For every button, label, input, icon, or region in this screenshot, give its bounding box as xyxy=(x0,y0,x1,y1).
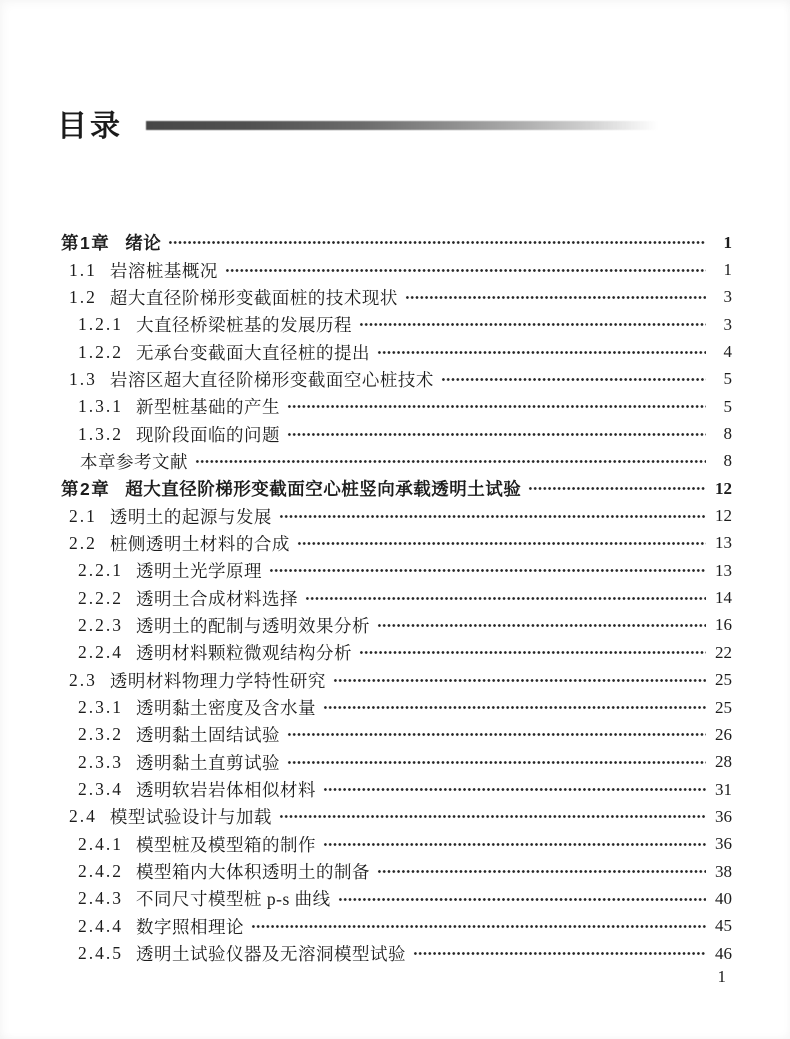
dotted-leader xyxy=(333,667,706,694)
toc-entry[interactable] xyxy=(61,831,732,858)
toc-entry-title: 超大直径阶梯形变截面空心桩竖向承载透明土试验 xyxy=(125,479,522,500)
toc-entry-page: 13 xyxy=(715,533,732,553)
toc-entry[interactable] xyxy=(61,311,732,338)
toc-entry-number: 2.2.2 xyxy=(78,587,123,608)
dotted-leader xyxy=(287,749,706,776)
dotted-leader xyxy=(251,913,706,940)
dotted-leader xyxy=(323,694,706,721)
toc-entry-title: 超大直径阶梯形变截面桩的技术现状 xyxy=(109,287,398,308)
toc-entry-number: 1.3.2 xyxy=(78,423,123,444)
toc-entry-title: 透明土的配制与透明效果分析 xyxy=(136,615,370,636)
toc-entry-number: 2.2.3 xyxy=(78,614,123,635)
toc-entry-number: 2.2 xyxy=(69,532,97,553)
toc-entry-number: 2.3.1 xyxy=(78,697,123,718)
toc-entry-page: 13 xyxy=(715,560,732,580)
toc-entry-number: 2.4.2 xyxy=(78,861,123,882)
dotted-leader xyxy=(377,338,706,365)
toc-entry-title: 数字照相理论 xyxy=(136,916,244,937)
dotted-leader xyxy=(441,366,706,393)
dotted-leader xyxy=(338,885,706,912)
toc-entry-number: 1.2.1 xyxy=(78,314,123,335)
toc-entry-title: 岩溶区超大直径阶梯形变截面空心桩技术 xyxy=(109,369,434,390)
dotted-leader xyxy=(297,530,706,557)
toc-entry-number: 2.1 xyxy=(69,505,97,526)
dotted-leader xyxy=(279,803,706,830)
dotted-leader xyxy=(359,639,706,666)
toc-entry-title: 透明土合成材料选择 xyxy=(136,588,298,609)
toc-entry[interactable] xyxy=(61,803,732,830)
toc-entry-page: 25 xyxy=(715,697,732,717)
toc-entry-number: 2.3.3 xyxy=(78,751,123,772)
toc-entry-number: 2.3.2 xyxy=(78,724,123,745)
toc-entry[interactable] xyxy=(61,393,732,420)
dotted-leader xyxy=(377,858,706,885)
footer-page-number: 1 xyxy=(717,967,726,986)
toc-entry[interactable] xyxy=(61,338,732,365)
dotted-leader xyxy=(168,229,706,256)
toc-entry-number: 1.3.1 xyxy=(78,396,123,417)
toc-entry-title: 透明黏土密度及含水量 xyxy=(136,698,316,719)
toc-entry-page: 4 xyxy=(723,342,732,362)
dotted-leader xyxy=(359,311,706,338)
toc-entry-number: 2.4 xyxy=(69,806,97,827)
toc-entry-page: 25 xyxy=(715,670,732,690)
toc-entry-page: 1 xyxy=(723,232,732,252)
dotted-leader xyxy=(287,393,706,420)
dotted-leader xyxy=(279,502,706,529)
toc-entry-number: 2.4.4 xyxy=(78,915,123,936)
toc-entry-title: 不同尺寸模型桩 p-s 曲线 xyxy=(136,889,331,910)
toc-entry[interactable] xyxy=(61,858,732,885)
dotted-leader xyxy=(195,448,706,475)
toc-entry-title: 透明土试验仪器及无溶洞模型试验 xyxy=(136,944,406,965)
toc-entry-page: 26 xyxy=(715,724,732,744)
toc-entry-page: 1 xyxy=(723,260,732,280)
toc-entry[interactable] xyxy=(61,229,732,256)
toc-entry-page: 12 xyxy=(715,478,732,498)
toc-entry[interactable] xyxy=(61,913,732,940)
toc-entry[interactable] xyxy=(61,721,732,748)
toc-entry[interactable] xyxy=(61,256,732,283)
dotted-leader xyxy=(269,557,706,584)
toc-entry-page: 5 xyxy=(723,396,732,416)
toc-entry[interactable] xyxy=(61,776,732,803)
toc-entry-page: 36 xyxy=(715,834,732,854)
toc-entry-page: 12 xyxy=(715,506,732,526)
toc-entry-title: 透明土光学原理 xyxy=(136,561,262,582)
toc-entry-title: 透明软岩岩体相似材料 xyxy=(136,780,316,801)
toc-entry-number: 1.2.2 xyxy=(78,341,123,362)
dotted-leader xyxy=(323,776,706,803)
toc-entry-page: 38 xyxy=(715,861,732,881)
toc-entry-number: 2.2.4 xyxy=(78,642,123,663)
toc-entry[interactable] xyxy=(61,475,732,502)
dotted-leader xyxy=(413,940,706,967)
toc-entry[interactable] xyxy=(61,557,732,584)
toc-entry-page: 36 xyxy=(715,806,732,826)
toc-entry-number: 1.3 xyxy=(69,368,97,389)
dotted-leader xyxy=(528,475,706,502)
toc-entry-title: 模型箱内大体积透明土的制备 xyxy=(136,862,370,883)
toc-entry[interactable] xyxy=(61,284,732,311)
toc-entry[interactable] xyxy=(61,639,732,666)
toc-entry[interactable] xyxy=(61,584,732,611)
toc-entry-page: 40 xyxy=(715,888,732,908)
dotted-leader xyxy=(287,420,706,447)
toc-entry-number: 2.4.3 xyxy=(78,888,123,909)
toc-entry-page: 22 xyxy=(715,642,732,662)
toc-entry-page: 8 xyxy=(723,424,732,444)
toc-entry-page: 16 xyxy=(715,615,732,635)
toc-entry[interactable] xyxy=(61,667,732,694)
dotted-leader xyxy=(305,584,706,611)
dotted-leader xyxy=(323,831,706,858)
toc-entry-number: 2.4.1 xyxy=(78,833,123,854)
toc-entry[interactable] xyxy=(61,448,732,475)
toc-entry-page: 5 xyxy=(723,369,732,389)
dotted-leader xyxy=(287,721,706,748)
toc-entry-title: 模型试验设计与加载 xyxy=(109,807,272,828)
toc-entry[interactable] xyxy=(61,940,732,967)
toc-entry-title: 透明黏土直剪试验 xyxy=(136,752,280,773)
toc-entry-title: 无承台变截面大直径桩的提出 xyxy=(136,342,370,363)
toc-entry-page: 3 xyxy=(723,314,732,334)
toc-entry-title: 现阶段面临的问题 xyxy=(136,424,280,445)
toc-entry-number: 2.2.1 xyxy=(78,560,123,581)
toc-entry-page: 45 xyxy=(715,916,732,936)
toc-entry-title: 本章参考文献 xyxy=(80,451,188,472)
toc-entry-title: 绪论 xyxy=(125,233,162,254)
toc-entry-number: 1.1 xyxy=(69,259,97,280)
toc-entry-number: 1.2 xyxy=(69,286,97,307)
toc-entry[interactable] xyxy=(61,502,732,529)
toc-entry-title: 大直径桥梁桩基的发展历程 xyxy=(136,315,352,336)
toc-entry-number: 第2章 xyxy=(61,479,111,500)
toc-entry-number: 2.4.5 xyxy=(78,943,123,964)
toc-entry-title: 岩溶桩基概况 xyxy=(109,260,218,281)
toc-entry-title: 透明土的起源与发展 xyxy=(109,506,272,527)
toc-entry[interactable] xyxy=(61,530,732,557)
toc-entry-title: 新型桩基础的产生 xyxy=(136,397,280,418)
toc-entry-page: 14 xyxy=(715,588,732,608)
dotted-leader xyxy=(405,284,706,311)
toc-entry-page: 46 xyxy=(715,943,732,963)
toc-entry-title: 模型桩及模型箱的制作 xyxy=(136,834,316,855)
toc-list xyxy=(61,229,732,967)
toc-entry-title: 桩侧透明土材料的合成 xyxy=(109,533,290,554)
toc-entry-number: 2.3.4 xyxy=(78,779,123,800)
toc-entry[interactable] xyxy=(61,366,732,393)
title-gradient-bar xyxy=(146,121,658,130)
toc-entry-page: 3 xyxy=(723,287,732,307)
toc-entry-number: 第1章 xyxy=(61,233,111,254)
toc-entry[interactable] xyxy=(61,420,732,447)
toc-entry-title: 透明材料颗粒微观结构分析 xyxy=(136,643,352,664)
toc-entry-page: 28 xyxy=(715,752,732,772)
toc-entry-title: 透明材料物理力学特性研究 xyxy=(109,670,326,691)
toc-entry[interactable] xyxy=(61,885,732,912)
toc-entry[interactable] xyxy=(61,694,732,721)
toc-entry[interactable] xyxy=(61,612,732,639)
toc-entry-number: 2.3 xyxy=(69,669,97,690)
page-title: 目录 xyxy=(57,110,123,143)
toc-entry-page: 8 xyxy=(723,451,732,471)
dotted-leader xyxy=(377,612,706,639)
toc-entry-title: 透明黏土固结试验 xyxy=(136,725,280,746)
toc-entry-page: 31 xyxy=(715,779,732,799)
dotted-leader xyxy=(225,256,706,283)
toc-entry[interactable] xyxy=(61,749,732,776)
